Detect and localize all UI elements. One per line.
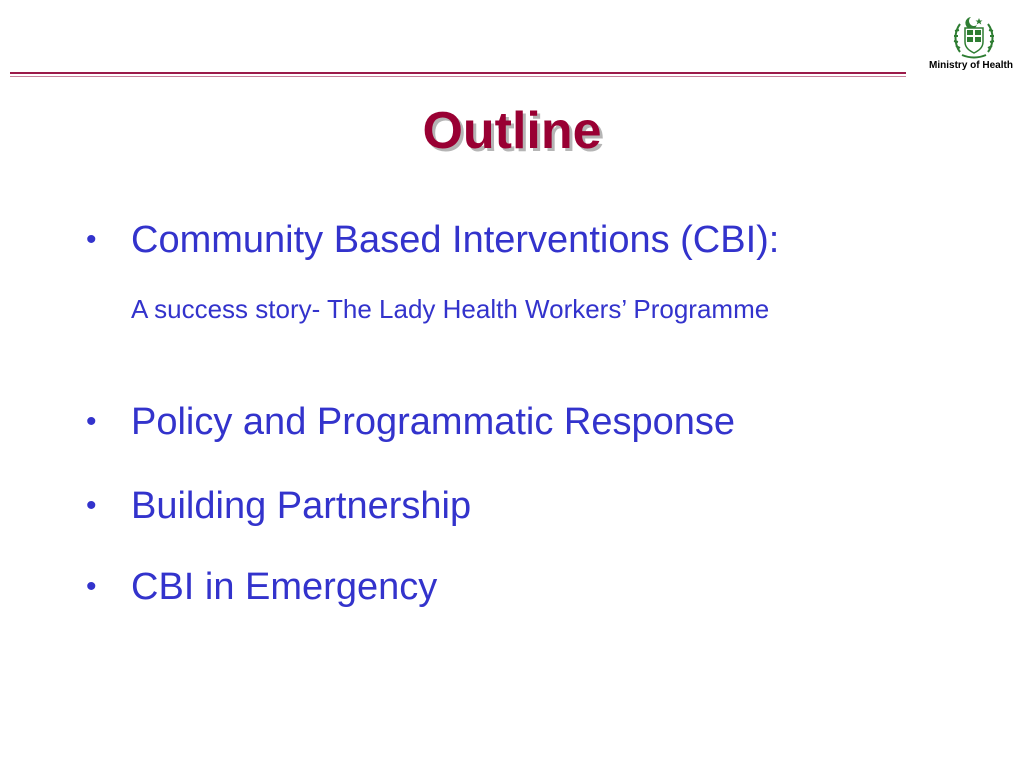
bullet-text: Community Based Interventions (CBI): <box>131 219 780 261</box>
bullet-text: Building Partnership <box>131 485 472 527</box>
bullet-subtext: A success story- The Lady Health Workers’ Programme <box>131 294 770 324</box>
list-item <box>0 481 1000 531</box>
slide-title: Outline <box>422 102 602 160</box>
bullet-text: CBI in Emergency <box>131 566 438 608</box>
bullet-marker: • <box>86 405 97 438</box>
bullet-text: Policy and Programmatic Response <box>131 401 736 443</box>
list-item <box>0 562 1000 612</box>
bullet-marker: • <box>86 223 97 256</box>
bullet-marker: • <box>86 489 97 522</box>
list-item <box>0 215 1000 265</box>
organization-name: Ministry of Health <box>929 60 1013 71</box>
bullet-marker: • <box>86 570 97 603</box>
list-item <box>0 397 1000 447</box>
